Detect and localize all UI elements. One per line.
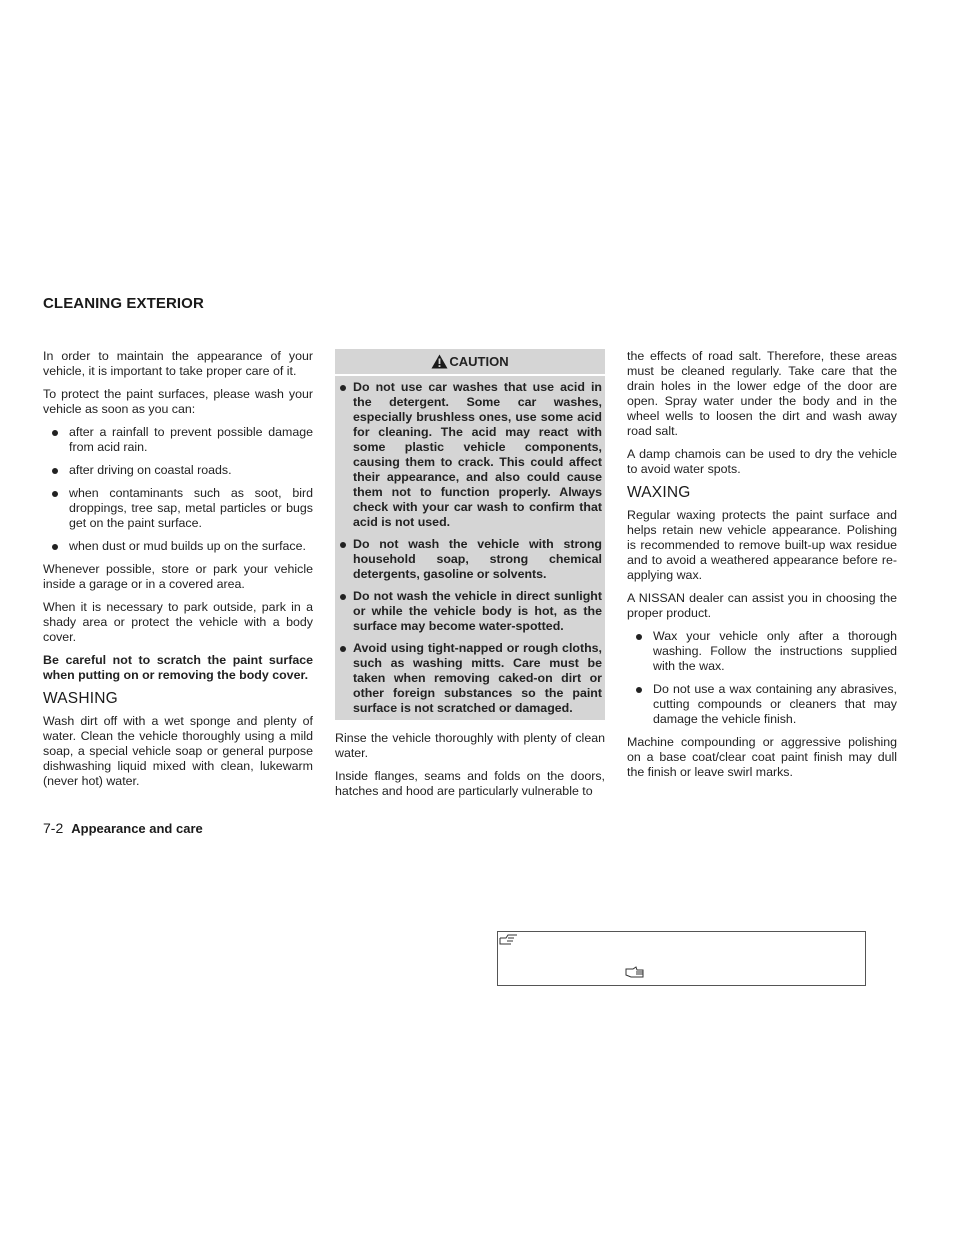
- chamois-paragraph: A damp chamois can be used to dry the vehicle to avoid water spots.: [627, 447, 897, 476]
- caution-divider: [335, 374, 605, 376]
- intro-paragraph: In order to maintain the appearance of your vehicle, it is important to take proper care of it.: [43, 349, 313, 378]
- bullet-icon: [52, 491, 58, 497]
- washing-paragraph: Wash dirt off with a wet sponge and plenty of water. Clean the vehicle thoroughly using a mild soap, a special vehicle soap or general purpose dishwashing liquid mixed with clean, lukewarm (never hot) water.: [43, 714, 313, 788]
- flanges-paragraph: Inside flanges, seams and folds on the doors, hatches and hood are particularly vulnerable to: [335, 769, 605, 798]
- compounding-paragraph: Machine compounding or aggressive polishing on a base coat/clear coat paint finish may dull the finish or leave swirl marks.: [627, 735, 897, 779]
- list-item: after driving on coastal roads.: [43, 463, 313, 478]
- column-left: [43, 349, 313, 797]
- dealer-paragraph: A NISSAN dealer can assist you in choosing the proper product.: [627, 591, 897, 620]
- caution-list: [338, 380, 602, 716]
- salt-paragraph: the effects of road salt. Therefore, these areas must be cleaned regularly. Take care that the drain holes in the lower edge of the door are open. Spray water under the body and in the wheel wells to loosen the dirt and wash away road salt.: [627, 349, 897, 438]
- pointing-hand-icon: [499, 933, 519, 946]
- bullet-icon: [52, 430, 58, 436]
- protect-paragraph: To protect the paint surfaces, please wash your vehicle as soon as you can:: [43, 387, 313, 416]
- list-item: Do not wash the vehicle with strong household soap, strong chemical detergents, gasoline or solvents.: [338, 537, 602, 582]
- waxing-heading: WAXING: [627, 484, 691, 501]
- list-item: when dust or mud builds up on the surface.: [43, 539, 313, 554]
- pointing-hand-icon: [625, 966, 645, 979]
- list-item: Do not wash the vehicle in direct sunlight or while the vehicle body is hot, as the surface may become water-spotted.: [338, 589, 602, 634]
- bullet-icon: [340, 594, 346, 600]
- caution-title: CAUTION: [449, 354, 509, 369]
- list-item: Do not use car washes that use acid in the detergent. Some car washes, especially brushless ones, use some acid for cleaning. The acid may react with some plastic vehicle components, causing them to crack. This could affect their appearance, and also could cause them not to function properly. Always check with your car wash to confirm that acid is not used.: [338, 380, 602, 530]
- list-item: when contaminants such as soot, bird droppings, tree sap, metal particles or bugs get on the paint surface.: [43, 486, 313, 531]
- caution-box: [335, 349, 605, 720]
- bullet-icon: [52, 544, 58, 550]
- footer-section-label: Appearance and care: [71, 821, 203, 836]
- bullet-icon: [52, 468, 58, 474]
- washing-heading: WASHING: [43, 690, 118, 707]
- bullet-icon: [636, 634, 642, 640]
- page-footer: [43, 820, 203, 836]
- page-number: 7-2: [43, 820, 64, 836]
- bullet-icon: [636, 687, 642, 693]
- wash-conditions-list: [43, 425, 313, 554]
- column-middle: [335, 349, 605, 807]
- wax-tips-list: [627, 629, 897, 727]
- store-paragraph: Whenever possible, store or park your vehicle inside a garage or in a covered area.: [43, 562, 313, 591]
- list-item: Do not use a wax containing any abrasives, cutting compounds or cleaners that may damage the vehicle finish.: [627, 682, 897, 727]
- warning-triangle-icon: [431, 354, 448, 369]
- list-item: Wax your vehicle only after a thorough washing. Follow the instructions supplied with the wax.: [627, 629, 897, 674]
- section-title: CLEANING EXTERIOR: [43, 295, 204, 312]
- waxing-paragraph: Regular waxing protects the paint surface and helps retain new vehicle appearance. Polishing is recommended to remove built-up wax residue and to avoid a weathered appearance before re-applying wax.: [627, 508, 897, 582]
- careful-paragraph: Be careful not to scratch the paint surface when putting on or removing the body cover.: [43, 653, 313, 682]
- reference-box: [497, 931, 866, 986]
- outside-paragraph: When it is necessary to park outside, park in a shady area or protect the vehicle with a body cover.: [43, 600, 313, 644]
- list-item: Avoid using tight-napped or rough cloths, such as washing mitts. Care must be taken when removing caked-on dirt or other foreign substances so the paint surface is not scratched or damaged.: [338, 641, 602, 716]
- bullet-icon: [340, 646, 346, 652]
- rinse-paragraph: Rinse the vehicle thoroughly with plenty of clean water.: [335, 731, 605, 760]
- bullet-icon: [340, 542, 346, 548]
- caution-heading: [338, 352, 602, 372]
- bullet-icon: [340, 385, 346, 391]
- column-right: [627, 349, 897, 788]
- list-item: after a rainfall to prevent possible damage from acid rain.: [43, 425, 313, 455]
